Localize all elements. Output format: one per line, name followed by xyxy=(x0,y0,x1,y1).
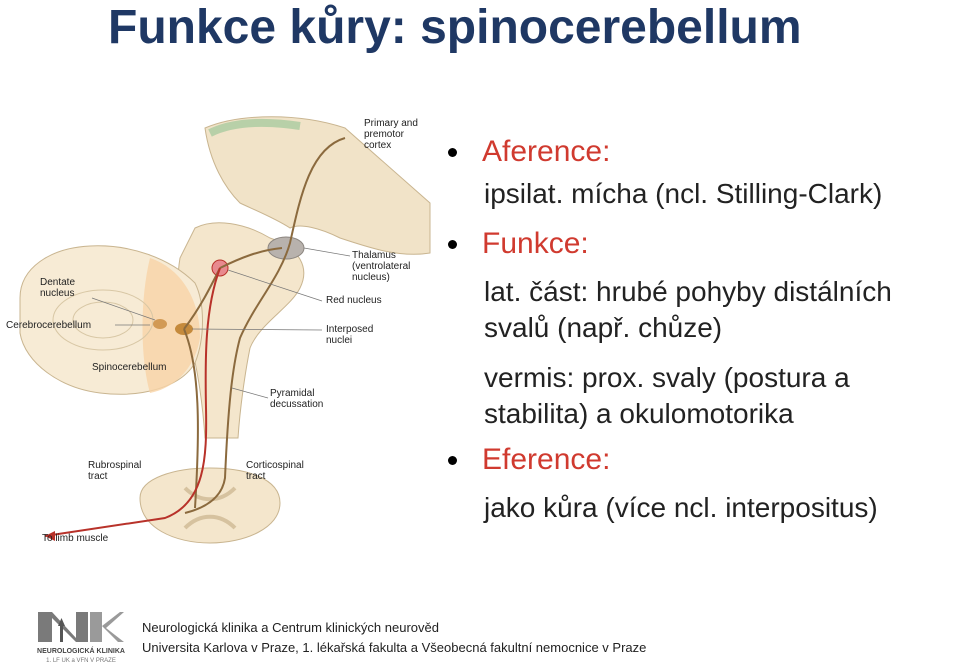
label-corticospinal-1: Corticospinal xyxy=(246,460,304,471)
logo-subtext: 1. LF UK a VFN V PRAZE xyxy=(46,658,116,664)
label-interposed-2: nuclei xyxy=(326,335,353,346)
eference-text: jako kůra (více ncl. interpositus) xyxy=(484,492,878,523)
svg-text:Dentate nucleus xyxy=(40,277,78,299)
logo-text: NEUROLOGICKÁ KLINIKA xyxy=(37,648,125,655)
label-rubrospinal-2: tract xyxy=(88,471,108,482)
funkce-vermis-line2: stabilita) a okulomotorika xyxy=(484,398,794,429)
footer-line1: Neurologická klinika a Centrum klinických neurověd xyxy=(142,620,439,635)
funkce-lat-line2: svalů (např. chůze) xyxy=(484,312,723,343)
funkce-heading: Funkce: xyxy=(448,222,960,268)
label-corticospinal-2: tract xyxy=(246,471,266,482)
label-primary-1: Primary and xyxy=(364,118,418,129)
spinocerebellum-diagram xyxy=(0,108,440,558)
funkce-vermis-line1: vermis: prox. svaly (postura a xyxy=(484,362,850,393)
svg-text:Interposed nuclei xyxy=(326,324,376,346)
label-interposed-1: Interposed xyxy=(326,324,374,335)
label-dentate-1: Dentate xyxy=(40,277,76,288)
aference-text: ipsilat. mícha (ncl. Stilling-Clark) xyxy=(484,178,883,209)
label-thalamus-1: Thalamus xyxy=(352,250,396,261)
label-red-nucleus: Red nucleus xyxy=(326,295,382,306)
svg-text:Rubrospinal tract xyxy=(88,460,144,482)
bullet-icon xyxy=(448,148,457,157)
footer xyxy=(0,602,960,665)
aference-heading: Aference: xyxy=(448,130,960,176)
content-list xyxy=(448,130,960,526)
svg-text:Thalamus (ventrolateral xyxy=(352,250,413,283)
label-pyramidal-2: decussation xyxy=(270,399,324,410)
bullet-icon xyxy=(448,240,457,249)
svg-text:Corticospinal tract xyxy=(246,460,307,482)
page-title: Funkce kůry: spinocerebellum xyxy=(108,1,802,54)
label-pyramidal-1: Pyramidal xyxy=(270,388,315,399)
label-spinocerebellum: Spinocerebellum xyxy=(92,362,167,373)
eference-heading: Eference: xyxy=(448,438,960,484)
dentate-nuclei xyxy=(153,319,167,329)
clinic-logo xyxy=(36,608,126,664)
bullet-icon xyxy=(448,456,457,465)
label-cerebrocerebellum: Cerebrocerebellum xyxy=(6,320,92,331)
label-dentate-2: nucleus xyxy=(40,288,75,299)
footer-line2: Universita Karlova v Praze, 1. lékařská fakulta a Všeobecná fakultní nemocnice v Praze xyxy=(142,640,647,655)
label-thalamus-2: (ventrolateral xyxy=(352,261,411,272)
funkce-lat-line1: lat. část: hrubé pohyby distálních xyxy=(484,276,892,307)
label-primary-3: cortex xyxy=(364,140,392,151)
label-rubrospinal-1: Rubrospinal xyxy=(88,460,142,471)
svg-text:Primary and premotor xyxy=(364,118,421,151)
label-limb: To limb muscle xyxy=(42,533,109,544)
diagram-svg xyxy=(0,108,440,558)
label-primary-2: premotor xyxy=(364,129,405,140)
svg-text:Pyramidal decussation xyxy=(270,388,323,410)
label-thalamus-3: nucleus) xyxy=(352,272,390,283)
